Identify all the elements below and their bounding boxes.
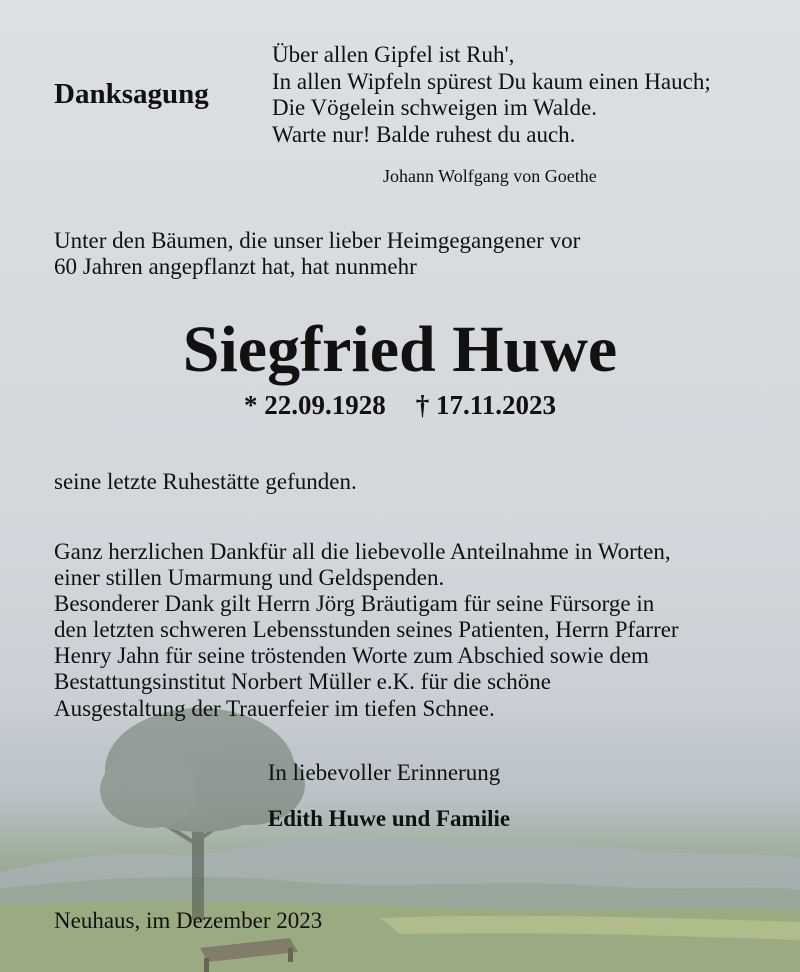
thanks-text: [54, 539, 679, 722]
intro-text: [54, 228, 580, 280]
signature: Edith Huwe und Familie: [267, 806, 511, 831]
poem-line: In allen Wipfeln spürest Du kaum einen Hauch;: [272, 68, 711, 94]
thanks-line: Ganz herzlichen Dankfür all die liebevolle Anteilnahme in Worten,: [54, 539, 671, 564]
poem-line: Über allen Gipfel ist Ruh',: [272, 42, 515, 67]
thanks-line: den letzten schweren Lebensstunden seines Patienten, Herrn Pfarrer: [54, 617, 679, 643]
birth-date: * 22.09.1928: [243, 390, 386, 420]
death-date: † 17.11.2023: [415, 390, 556, 420]
life-dates: [0, 390, 800, 421]
heading: Danksagung: [54, 78, 209, 110]
poem-line: Warte nur! Balde ruhest du auch.: [272, 121, 576, 147]
thanks-line: Ausgestaltung der Trauerfeier im tiefen Schnee.: [54, 695, 495, 721]
intro-line: Unter den Bäumen, die unser lieber Heimgegangener vor: [54, 228, 581, 253]
poem: [272, 42, 711, 148]
place-date: Neuhaus, im Dezember 2023: [54, 908, 323, 933]
thanks-line: einer stillen Umarmung und Geldspenden.: [54, 565, 445, 591]
thanks-line: Bestattungsinstitut Norbert Müller e.K. für die schöne: [54, 669, 551, 695]
deceased-name: Siegfried Huwe: [182, 313, 618, 386]
thanks-line: Besonderer Dank gilt Herrn Jörg Bräutigam für seine Fürsorge in: [54, 591, 655, 617]
resting-text: seine letzte Ruhestätte gefunden.: [54, 469, 357, 494]
memory-line: In liebevoller Erinnerung: [267, 760, 501, 785]
poem-author: Johann Wolfgang von Goethe: [383, 166, 597, 186]
intro-line: 60 Jahren angepflanzt hat, hat nunmehr: [54, 254, 417, 279]
thanks-line: Henry Jahn für seine tröstenden Worte zum Abschied sowie dem: [54, 643, 649, 669]
poem-line: Die Vögelein schweigen im Walde.: [272, 95, 597, 120]
